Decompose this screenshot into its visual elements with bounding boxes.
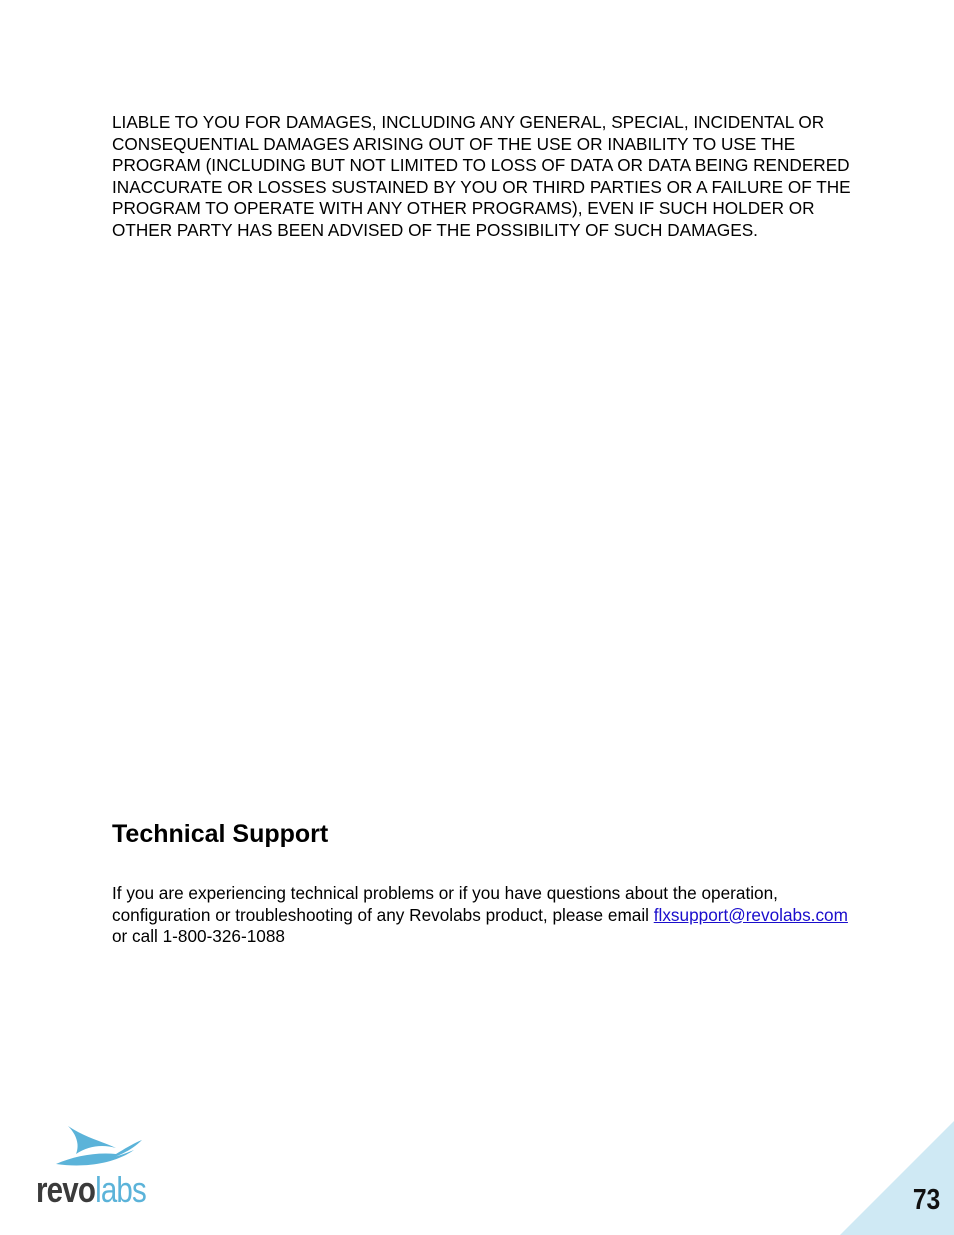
revolabs-logo xyxy=(36,1124,156,1214)
technical-support-heading: Technical Support xyxy=(112,820,329,848)
page-corner-triangle xyxy=(840,1121,954,1235)
support-text-phone: or call 1-800-326-1088 xyxy=(112,926,285,947)
support-text-intro: If you are experiencing technical problems or if you have questions about the operation, configuration or troubleshooting of any Revolabs product, please email xyxy=(112,883,778,925)
logo-wordmark-labs: labs xyxy=(95,1169,146,1210)
logo-wordmark-revo: revo xyxy=(36,1169,96,1210)
license-disclaimer-text: LIABLE TO YOU FOR DAMAGES, INCLUDING ANY GENERAL, SPECIAL, INCIDENTAL OR CONSEQUENTIAL DAMAGES ARISING OUT OF THE USE OR INABILITY TO USE THE PROGRAM (INCLUDING BUT NOT LIMITED TO LOSS OF DATA OR DATA BEING RENDERED INACCURATE OR LOSSES SUSTAINED BY YOU OR THIRD PARTIES OR A FAILURE OF THE PROGRAM TO OPERATE WITH ANY OTHER PROGRAMS), EVEN IF SUCH HOLDER OR OTHER PARTY HAS BEEN ADVISED OF THE POSSIBILITY OF SUCH DAMAGES. xyxy=(112,112,851,240)
technical-support-body xyxy=(112,883,852,948)
support-email-link[interactable]: flxsupport@revolabs.com xyxy=(653,904,848,925)
logo-wordmark xyxy=(36,1170,146,1210)
page-number: 73 xyxy=(912,1184,940,1216)
wave-fin-icon xyxy=(54,1124,144,1168)
